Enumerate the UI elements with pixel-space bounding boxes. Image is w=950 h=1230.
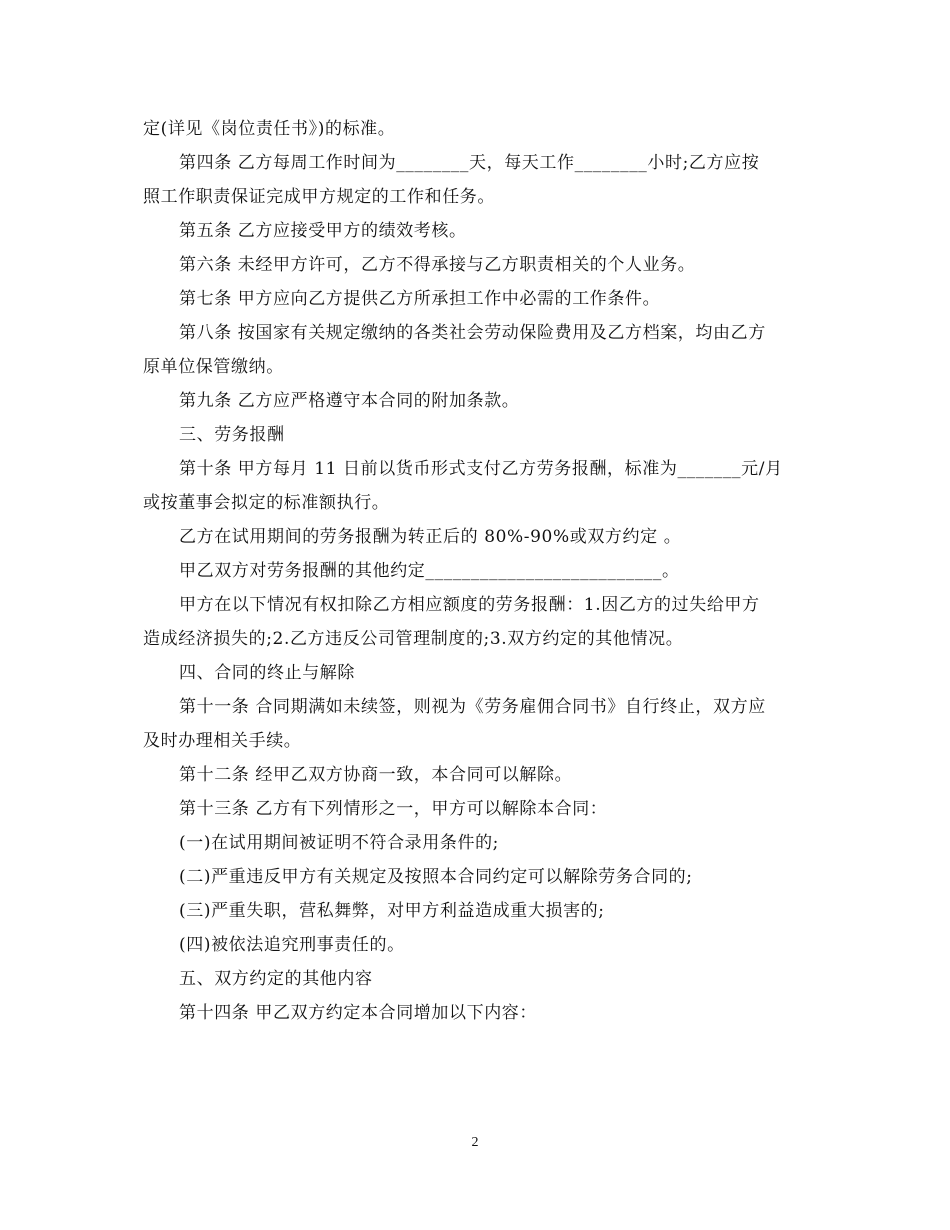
text-line: 或按董事会拟定的标准额执行。 [143, 493, 390, 513]
text-line: 第十二条 经甲乙双方协商一致，本合同可以解除。 [179, 765, 573, 785]
text-line: 照工作职责保证完成甲方规定的工作和任务。 [143, 187, 495, 207]
text-line: (二)严重违反甲方有关规定及按照本合同约定可以解除劳务合同的; [179, 867, 693, 887]
text-line: 原单位保管缴纳。 [143, 357, 284, 377]
text-line: 及时办理相关手续。 [143, 731, 302, 751]
text-line: (三)严重失职，营私舞弊，对甲方利益造成重大损害的; [179, 901, 605, 921]
text-line: 定(详见《岗位责任书》)的标准。 [143, 119, 396, 139]
text-line: 第十三条 乙方有下列情形之一，甲方可以解除本合同： [179, 799, 608, 819]
text-line: 甲方在以下情况有权扣除乙方相应额度的劳务报酬：1.因乙方的过失给甲方 [179, 595, 760, 615]
text-line: 第八条 按国家有关规定缴纳的各类社会劳动保险费用及乙方档案，均由乙方 [179, 323, 766, 343]
text-line: 第七条 甲方应向乙方提供乙方所承担工作中必需的工作条件。 [179, 289, 661, 309]
text-line: 第十条 甲方每月 11 日前以货币形式支付乙方劳务报酬，标准为_______元/月 [179, 459, 783, 479]
text-line: 乙方在试用期间的劳务报酬为转正后的 80%-90%或双方约定 。 [179, 527, 682, 547]
text-line: 四、合同的终止与解除 [179, 663, 355, 683]
text-line: 甲乙双方对劳务报酬的其他约定__________________________。 [179, 561, 680, 581]
text-line: 第六条 未经甲方许可，乙方不得承接与乙方职责相关的个人业务。 [179, 255, 696, 275]
text-line: (四)被依法追究刑事责任的。 [179, 935, 405, 955]
document-body [143, 112, 813, 1030]
text-line: 五、双方约定的其他内容 [179, 969, 373, 989]
text-line: (一)在试用期间被证明不符合录用条件的; [179, 833, 499, 853]
text-line: 第四条 乙方每周工作时间为________天，每天工作________小时;乙方应按 [179, 153, 760, 173]
text-line: 三、劳务报酬 [179, 425, 285, 445]
text-line: 第九条 乙方应严格遵守本合同的附加条款。 [179, 391, 520, 411]
text-line: 第五条 乙方应接受甲方的绩效考核。 [179, 221, 467, 241]
page-number: 2 [471, 1135, 479, 1150]
text-line: 第十四条 甲乙双方约定本合同增加以下内容： [179, 1003, 538, 1023]
text-line: 第十一条 合同期满如未续签，则视为《劳务雇佣合同书》自行终止，双方应 [179, 697, 766, 717]
text-line: 造成经济损失的;2.乙方违反公司管理制度的;3.双方约定的其他情况。 [143, 629, 684, 649]
